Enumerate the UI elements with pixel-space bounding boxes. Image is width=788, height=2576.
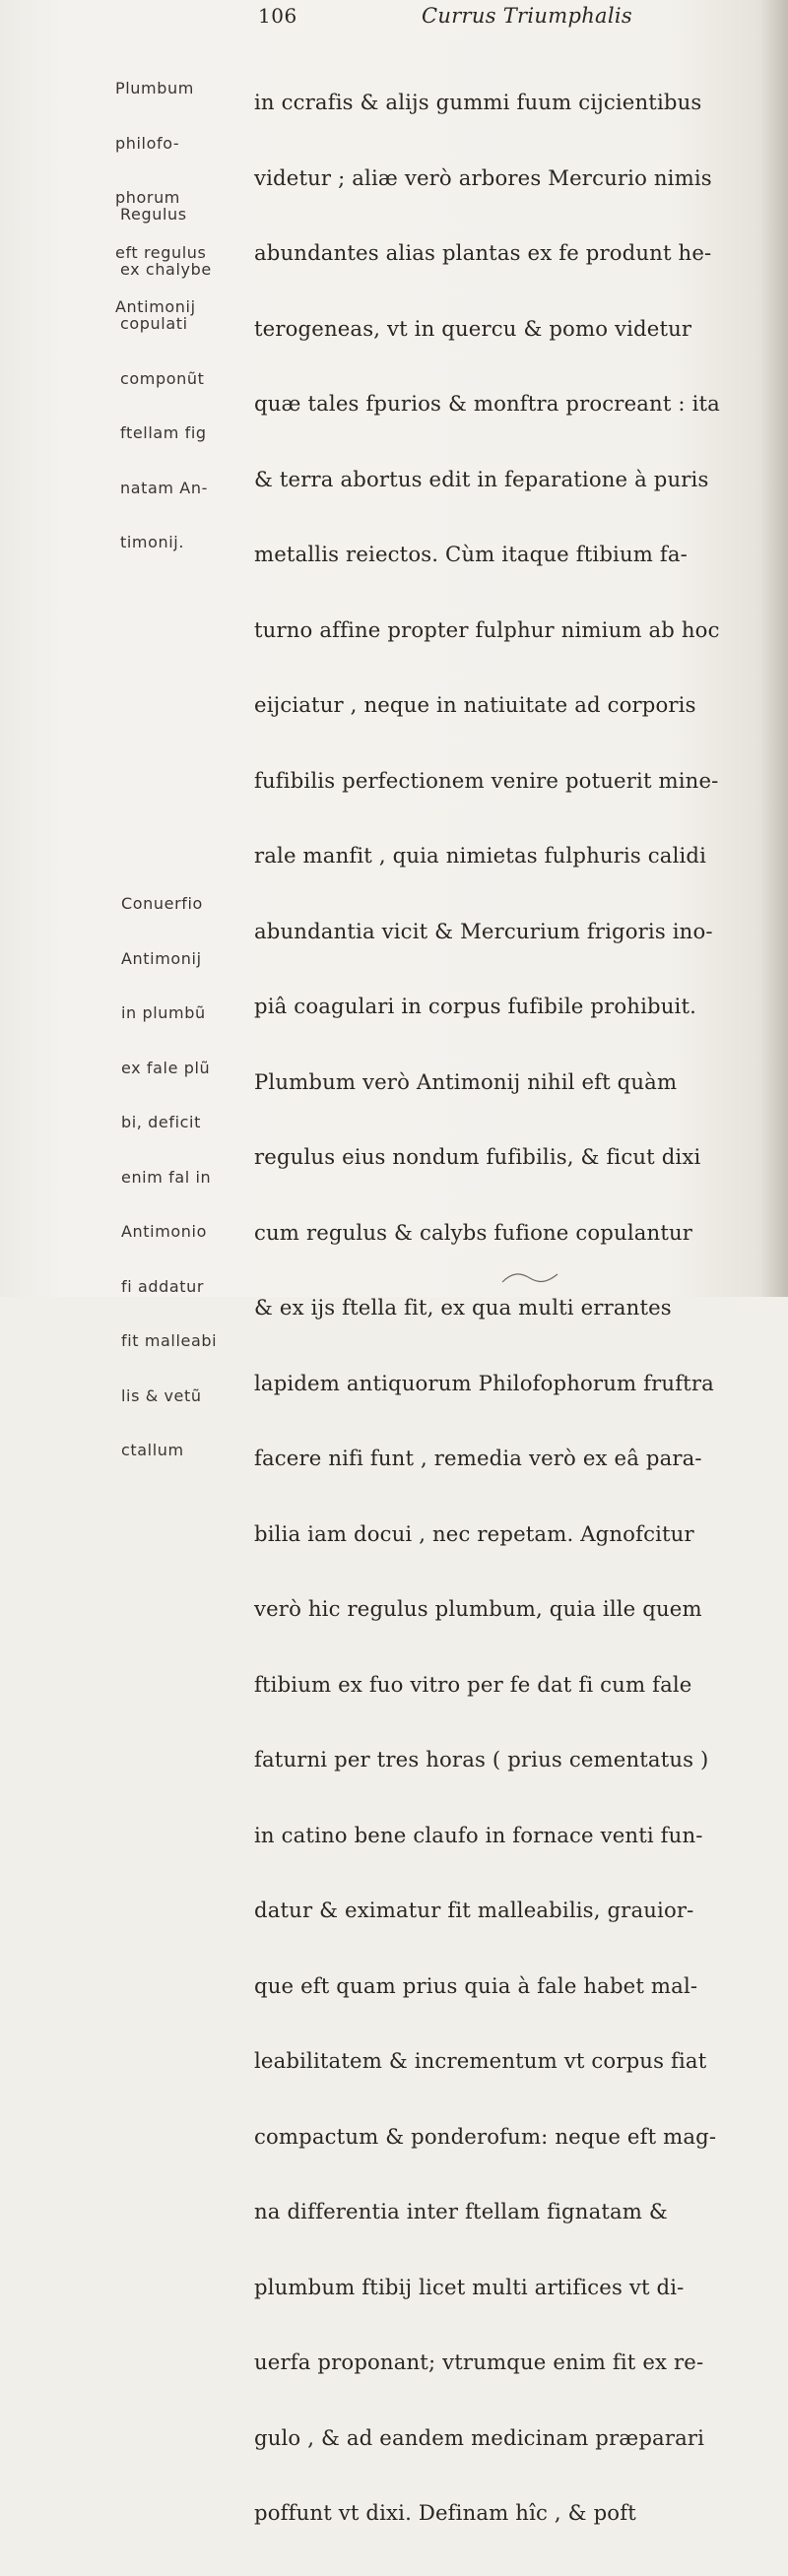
marginal-line: timonij. [120, 533, 185, 551]
text-line: bilia iam docui , nec repetam. Agnofcitur [254, 1520, 694, 1546]
marginal-line: eft regulus [115, 242, 207, 262]
text-line: in ccrafis & alijs gummi fuum cijcientibus [254, 90, 702, 114]
text-line: & terra abortus edit in feparatione à puris [254, 466, 709, 491]
text-line: abundantes alias plantas ex fe produnt he- [254, 240, 712, 265]
text-line: plumbum ftibij licet multi artifices vt di- [254, 2274, 685, 2299]
marginal-line: bi, deficit [121, 1113, 201, 1131]
marginal-line: enim fal in [121, 1167, 212, 1187]
marginal-line: philofo- [115, 133, 180, 153]
text-line: poffunt vt dixi. Definam hîc , & poft [254, 2500, 636, 2525]
marginal-line: fi addatur [121, 1276, 205, 1296]
marginal-line: componũt [120, 368, 205, 388]
catchword-ornament-icon [500, 1270, 559, 1284]
text-line: rale manfit , quia nimietas fulphuris calidi [254, 843, 707, 868]
text-line: datur & eximatur fit malleabilis, grauior- [254, 1898, 694, 1922]
marginal-line: Antimonio [121, 1222, 207, 1241]
text-line: faturni per tres horas ( prius cementatus ) [254, 1747, 709, 1771]
text-line: fufibilis perfectionem venire potuerit mine- [254, 767, 719, 793]
marginal-line: Regulus [120, 205, 187, 224]
text-line: na differentia inter ftellam fignatam & [254, 2199, 668, 2223]
text-line: metallis reiectos. Cùm itaque ftibium fa- [254, 542, 688, 566]
marginal-line: ex chalybe [120, 259, 212, 279]
running-title: Currus Triumphalis [422, 4, 632, 28]
marginal-line: Plumbum [115, 79, 194, 97]
marginal-line: ftellam fig [120, 423, 207, 442]
page-number: 106 [258, 4, 297, 28]
marginal-line: in plumbũ [121, 1003, 206, 1022]
marginal-line: Antimonij [121, 948, 202, 968]
marginal-line: lis & vetũ [121, 1385, 202, 1405]
text-line: regulus eius nondum fufibilis, & ficut dixi [254, 1144, 701, 1169]
text-line: in catino bene claufo in fornace venti fun- [254, 1822, 703, 1847]
text-line: quæ tales fpurios & monftra procreant : ita [254, 391, 720, 416]
text-line: gulo , & ad eandem medicinam præparari [254, 2424, 705, 2450]
text-line: leabilitatem & incrementum vt corpus fiat [254, 2048, 707, 2073]
marginal-line: ctallum [121, 1441, 184, 1459]
text-line: piâ coagulari in corpus fufibile prohibuit. [254, 994, 696, 1018]
text-line: que eft quam prius quia à fale habet mal- [254, 1972, 698, 1998]
text-line: abundantia vicit & Mercurium frigoris ino- [254, 918, 713, 943]
body-text [254, 39, 766, 2576]
marginal-note-regulus [120, 169, 212, 589]
marginal-note-conuersio [121, 859, 217, 1497]
text-line: ftibium ex fuo vitro per fe dat fi cum fale [254, 1671, 692, 1697]
text-line: turno affine propter fulphur nimium ab hoc [254, 616, 720, 642]
marginal-line: phorum [115, 188, 180, 207]
text-line: cum regulus & calybs fufione copulantur [254, 1219, 693, 1245]
text-line: eijciatur , neque in natiuitate ad corporis [254, 692, 696, 717]
text-line: compactum & ponderofum: neque eft mag- [254, 2123, 717, 2149]
text-line: verò hic regulus plumbum, quia ille quem [254, 1596, 702, 1621]
marginal-line: natam An- [120, 478, 208, 497]
marginal-line: Conuerfio [121, 894, 203, 913]
text-line: uerfa proponant; vtrumque enim fit ex re- [254, 2350, 704, 2374]
text-line: & ex ijs ftella fit, ex qua multi errantes [254, 1295, 672, 1320]
marginal-line: Antimonij [115, 297, 196, 316]
text-line: Plumbum verò Antimonij nihil eft quàm [254, 1068, 678, 1094]
text-line: terogeneas, vt in quercu & pomo videtur [254, 315, 692, 341]
text-line: lapidem antiquorum Philofophorum fruftra [254, 1370, 714, 1395]
text-line: facere nifi funt , remedia verò ex eâ para- [254, 1446, 702, 1470]
text-line: videtur ; aliæ verò arbores Mercurio nimis [254, 164, 712, 190]
marginal-line: ex fale plũ [121, 1058, 211, 1077]
marginal-line: fit malleabi [121, 1331, 218, 1350]
marginal-line: copulati [120, 314, 188, 333]
